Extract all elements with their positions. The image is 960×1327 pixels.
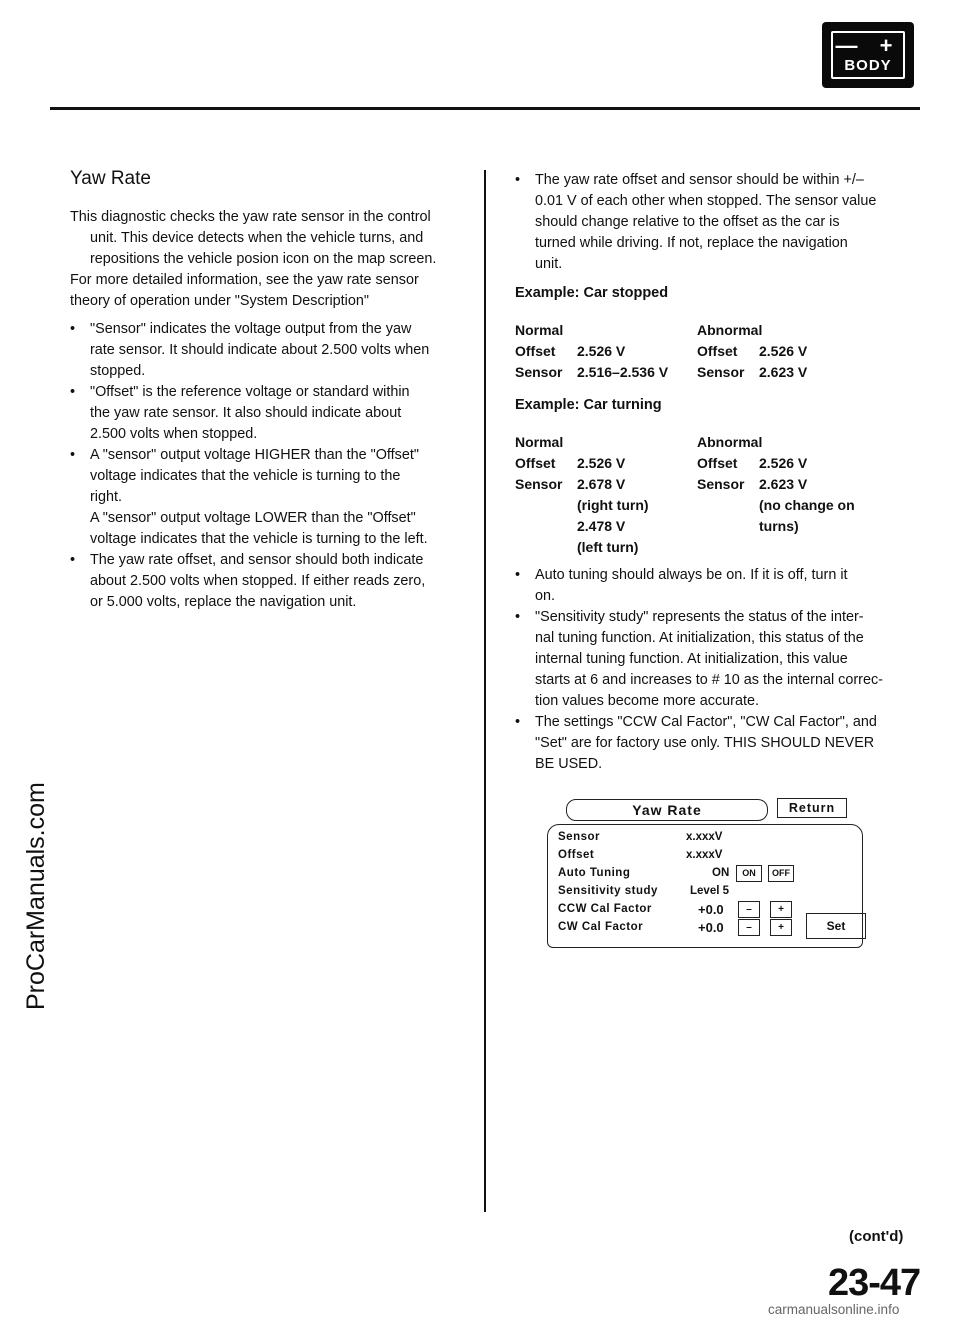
left-turn-note: (left turn): [577, 539, 639, 555]
abnormal-note: (no change on: [759, 497, 855, 513]
sidebar-watermark: ProCarManuals.com: [22, 782, 50, 1010]
bullet: •: [515, 172, 521, 188]
right-turn-note: (right turn): [577, 497, 649, 513]
sensor-value: 2.678 V: [577, 476, 626, 492]
abnormal-note: turns): [759, 518, 799, 534]
sensor-value: 2.623 V: [759, 476, 808, 492]
bullet-line: on.: [535, 588, 556, 604]
bullet: •: [70, 552, 76, 568]
auto-tuning-value: ON: [712, 867, 730, 879]
bullet: •: [515, 609, 521, 625]
page-number: 23-47: [828, 1262, 921, 1304]
right-bullet-list: [515, 565, 910, 775]
sensor-label: Sensor: [515, 476, 563, 492]
left-bullet-list: [70, 319, 465, 613]
offset-row-label: Offset: [558, 849, 595, 861]
abnormal-title: Abnormal: [697, 322, 763, 338]
intro-line: This diagnostic checks the yaw rate sensor in the control: [70, 209, 431, 225]
intro-paragraph: [70, 207, 465, 312]
bullet-line: nal tuning function. At initialization, this status of the: [535, 630, 864, 646]
sensitivity-study-label: Sensitivity study: [558, 885, 658, 897]
bullet: •: [515, 567, 521, 583]
bullet-line: A "sensor" output voltage LOWER than the "Offset": [90, 510, 416, 526]
offset-row: [697, 341, 807, 362]
offset-label: Offset: [515, 455, 556, 471]
offset-label: Offset: [697, 343, 738, 359]
continued-label: (cont'd): [849, 1228, 904, 1245]
bullet-line: the yaw rate sensor. It also should indicate about: [90, 405, 402, 421]
bullet-line: The yaw rate offset, and sensor should both indicate: [90, 552, 424, 568]
example-stopped-values: [515, 320, 915, 390]
sensitivity-study-value: Level 5: [690, 885, 729, 897]
sensor-row: [515, 362, 668, 383]
abnormal-column: [697, 320, 807, 383]
screen-title: Yaw Rate: [566, 799, 768, 821]
bullet-line: BE USED.: [535, 756, 603, 772]
bullet: •: [70, 447, 76, 463]
yaw-rate-screen: [541, 791, 871, 953]
bullet: •: [70, 384, 76, 400]
list-item: [70, 550, 465, 613]
bullet-line: Auto tuning should always be on. If it is off, turn it: [535, 567, 848, 583]
list-item: [515, 712, 910, 775]
ccw-cal-factor-label: CCW Cal Factor: [558, 903, 652, 915]
sensor-row-value: x.xxxV: [686, 831, 723, 843]
offset-row: [515, 341, 668, 362]
ccw-cal-factor-value: +0.0: [698, 902, 724, 917]
bullet-line: rate sensor. It should indicate about 2.500 volts when: [90, 342, 430, 358]
bullet: •: [70, 321, 76, 337]
intro-line: theory of operation under "System Description": [70, 293, 369, 309]
header-rule: [50, 107, 920, 110]
offset-value: 2.526 V: [759, 343, 808, 359]
section-badge: [822, 22, 914, 88]
cw-cal-factor-value: +0.0: [698, 920, 724, 935]
bullet-line: tion values become more accurate.: [535, 693, 759, 709]
offset-row: [515, 453, 649, 474]
list-item: [70, 319, 465, 382]
intro-line: For more detailed information, see the yaw rate sensor: [70, 272, 419, 288]
auto-tuning-label: Auto Tuning: [558, 867, 631, 879]
sensor-row: [697, 474, 855, 495]
intro-line: unit. This device detects when the vehicle turns, and: [90, 230, 424, 246]
bullet-line: voltage indicates that the vehicle is turning to the left.: [90, 531, 428, 547]
abnormal-title: Abnormal: [697, 434, 763, 450]
cw-cal-factor-label: CW Cal Factor: [558, 921, 644, 933]
bullet-line: about 2.500 volts when stopped. If either reads zero,: [90, 573, 426, 589]
section-title: Yaw Rate: [70, 168, 151, 189]
offset-value: 2.526 V: [577, 343, 626, 359]
sensor-value: 2.623 V: [759, 364, 808, 380]
column-divider: [484, 170, 486, 1212]
bullet-line: should change relative to the offset as the car is: [535, 214, 840, 230]
ccw-plus-button[interactable]: +: [770, 901, 792, 918]
list-item: [515, 607, 910, 712]
bullet-line: The settings "CCW Cal Factor", "CW Cal Factor", and: [535, 714, 877, 730]
example-turning-values: [515, 432, 915, 555]
right-top-bullet: [515, 170, 910, 275]
list-item: [515, 170, 910, 275]
cw-plus-button[interactable]: +: [770, 919, 792, 936]
bullet-line: or 5.000 volts, replace the navigation unit.: [90, 594, 357, 610]
badge-label: BODY: [844, 57, 892, 74]
bullet-line: starts at 6 and increases to # 10 as the internal correc-: [535, 672, 883, 688]
bullet-line: "Set" are for factory use only. THIS SHOULD NEVER: [535, 735, 875, 751]
bullet-line: "Offset" is the reference voltage or standard within: [90, 384, 410, 400]
bullet: •: [515, 714, 521, 730]
bullet-line: right.: [90, 489, 122, 505]
normal-title: Normal: [515, 434, 564, 450]
offset-label: Offset: [697, 455, 738, 471]
screen-body: [547, 824, 863, 948]
sensor-label: Sensor: [515, 364, 563, 380]
example-stopped-heading: Example: Car stopped: [515, 285, 669, 301]
bullet-line: internal tuning function. At initialization, this value: [535, 651, 848, 667]
offset-label: Offset: [515, 343, 556, 359]
normal-column: [515, 432, 649, 558]
list-item: [70, 445, 465, 550]
bullet-line: "Sensitivity study" represents the status of the inter-: [535, 609, 864, 625]
badge-frame: [831, 31, 905, 79]
bullet-line: A "sensor" output voltage HIGHER than the "Offset": [90, 447, 419, 463]
bullet-line: stopped.: [90, 363, 146, 379]
offset-value: 2.526 V: [759, 455, 808, 471]
cw-minus-button[interactable]: –: [738, 919, 760, 936]
set-button[interactable]: Set: [806, 913, 866, 939]
example-turning-heading: Example: Car turning: [515, 397, 662, 413]
left-turn-value: 2.478 V: [577, 518, 626, 534]
off-button[interactable]: OFF: [768, 865, 794, 882]
on-button[interactable]: ON: [736, 865, 762, 882]
list-item: [70, 382, 465, 445]
normal-column: [515, 320, 668, 383]
bullet-line: 2.500 volts when stopped.: [90, 426, 258, 442]
offset-value: 2.526 V: [577, 455, 626, 471]
offset-row: [697, 453, 855, 474]
abnormal-column: [697, 432, 855, 537]
bullet-line: The yaw rate offset and sensor should be within +/–: [535, 172, 864, 188]
sensor-value: 2.516–2.536 V: [577, 364, 669, 380]
sensor-row: [697, 362, 807, 383]
intro-line: repositions the vehicle posion icon on the map screen.: [90, 251, 437, 267]
sensor-label: Sensor: [697, 364, 745, 380]
bullet-line: unit.: [535, 256, 563, 272]
sensor-row-label: Sensor: [558, 831, 600, 843]
bullet-line: voltage indicates that the vehicle is turning to the: [90, 468, 401, 484]
bullet-line: turned while driving. If not, replace the navigation: [535, 235, 848, 251]
ccw-minus-button[interactable]: –: [738, 901, 760, 918]
list-item: [515, 565, 910, 607]
bullet-line: 0.01 V of each other when stopped. The sensor value: [535, 193, 877, 209]
offset-row-value: x.xxxV: [686, 849, 723, 861]
sensor-label: Sensor: [697, 476, 745, 492]
battery-icon: — +: [835, 33, 901, 58]
footer-watermark: carmanualsonline.info: [768, 1302, 900, 1317]
bullet-line: "Sensor" indicates the voltage output from the yaw: [90, 321, 412, 337]
return-button[interactable]: Return: [777, 798, 847, 818]
normal-title: Normal: [515, 322, 564, 338]
sensor-row: [515, 474, 649, 495]
